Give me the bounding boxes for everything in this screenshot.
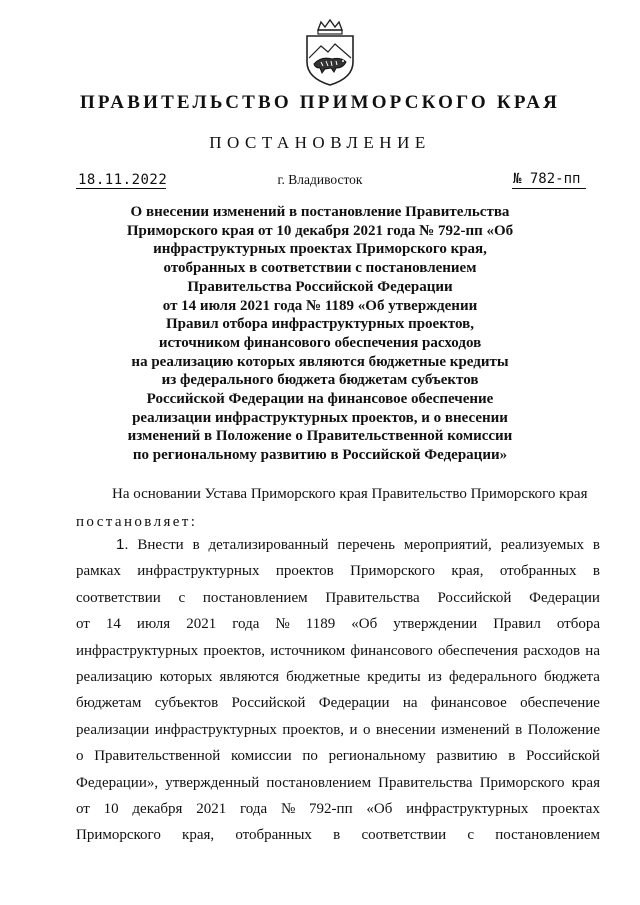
coat-of-arms-tiger-icon	[301, 18, 359, 88]
item-number: 1.	[116, 536, 129, 553]
paragraph-line: реализацию которых являются бюджетные кредиты из федерального бюджета	[76, 668, 600, 685]
paragraph-line: рамках инфраструктурных проектов Приморского края, отобранных в	[76, 563, 600, 580]
subject-line: Приморского края от 10 декабря 2021 года № 792-пп «Об	[126, 222, 514, 239]
paragraph-line: реализации инфраструктурных проектов, и о внесении изменений в Положение	[76, 721, 600, 738]
number-underline	[512, 188, 586, 189]
date-underline	[76, 188, 166, 189]
resolves-word: постановляет:	[76, 514, 198, 530]
document-number: № 782-пп	[513, 171, 581, 187]
subject-line: инфраструктурных проектах Приморского края,	[153, 241, 487, 258]
subject-line: по региональному развитию в Российской Федерации»	[132, 447, 508, 464]
subject-line: от 14 июля 2021 года № 1189 «Об утверждении	[162, 297, 478, 314]
subject-line: реализации инфраструктурных проектов, и о внесении	[132, 409, 508, 426]
item-1-paragraph	[76, 532, 600, 849]
subject-line: О внесении изменений в постановление Правительства	[130, 204, 510, 220]
document-date: 18.11.2022	[78, 172, 168, 188]
subject-line: изменений в Положение о Правительственной комиссии	[127, 428, 513, 445]
subject-line: Правительства Российской Федерации	[187, 278, 453, 295]
legal-basis	[76, 480, 600, 536]
subject-line: Российской Федерации на финансовое обеспечение	[146, 391, 494, 408]
subject-line: источником финансового обеспечения расходов	[158, 334, 482, 351]
document-subject	[100, 203, 540, 465]
paragraph-line: о Правительственной комиссии по региональному развитию в Российской	[76, 748, 600, 765]
paragraph-line: 1. Внести в детализированный перечень мероприятий, реализуемых в	[76, 532, 600, 558]
paragraph-line: соответствии с постановлением Правительства Российской Федерации	[76, 589, 600, 606]
document-type: ПОСТАНОВЛЕНИЕ	[209, 133, 431, 152]
basis-text: На основании Устава Приморского края Правительство Приморского края	[112, 486, 588, 502]
paragraph-line: от 14 июля 2021 года № 1189 «Об утверждении Правил отбора	[76, 616, 600, 633]
subject-line: Правил отбора инфраструктурных проектов,	[165, 316, 475, 333]
government-title: ПРАВИТЕЛЬСТВО ПРИМОРСКОГО КРАЯ	[79, 92, 561, 113]
paragraph-line: Приморского края, отобранных в соответствии с постановлением	[76, 827, 600, 844]
paragraph-line: от 10 декабря 2021 года № 792-пп «Об инфраструктурных проектах	[76, 800, 600, 817]
subject-line: из федерального бюджета бюджетам субъектов	[161, 372, 479, 389]
document-city: г. Владивосток	[277, 172, 363, 187]
paragraph-line: инфраструктурных проектов, источником финансового обеспечения расходов на	[76, 642, 600, 659]
paragraph-line: бюджетам субъектов Российской Федерации на финансовое обеспечение	[76, 695, 600, 712]
subject-line: на реализацию которых являются бюджетные кредиты	[131, 353, 509, 370]
paragraph-line: Федерации», утвержденный постановлением Правительства Приморского края	[76, 774, 600, 791]
subject-line: отобранных в соответствии с постановлением	[163, 260, 477, 277]
